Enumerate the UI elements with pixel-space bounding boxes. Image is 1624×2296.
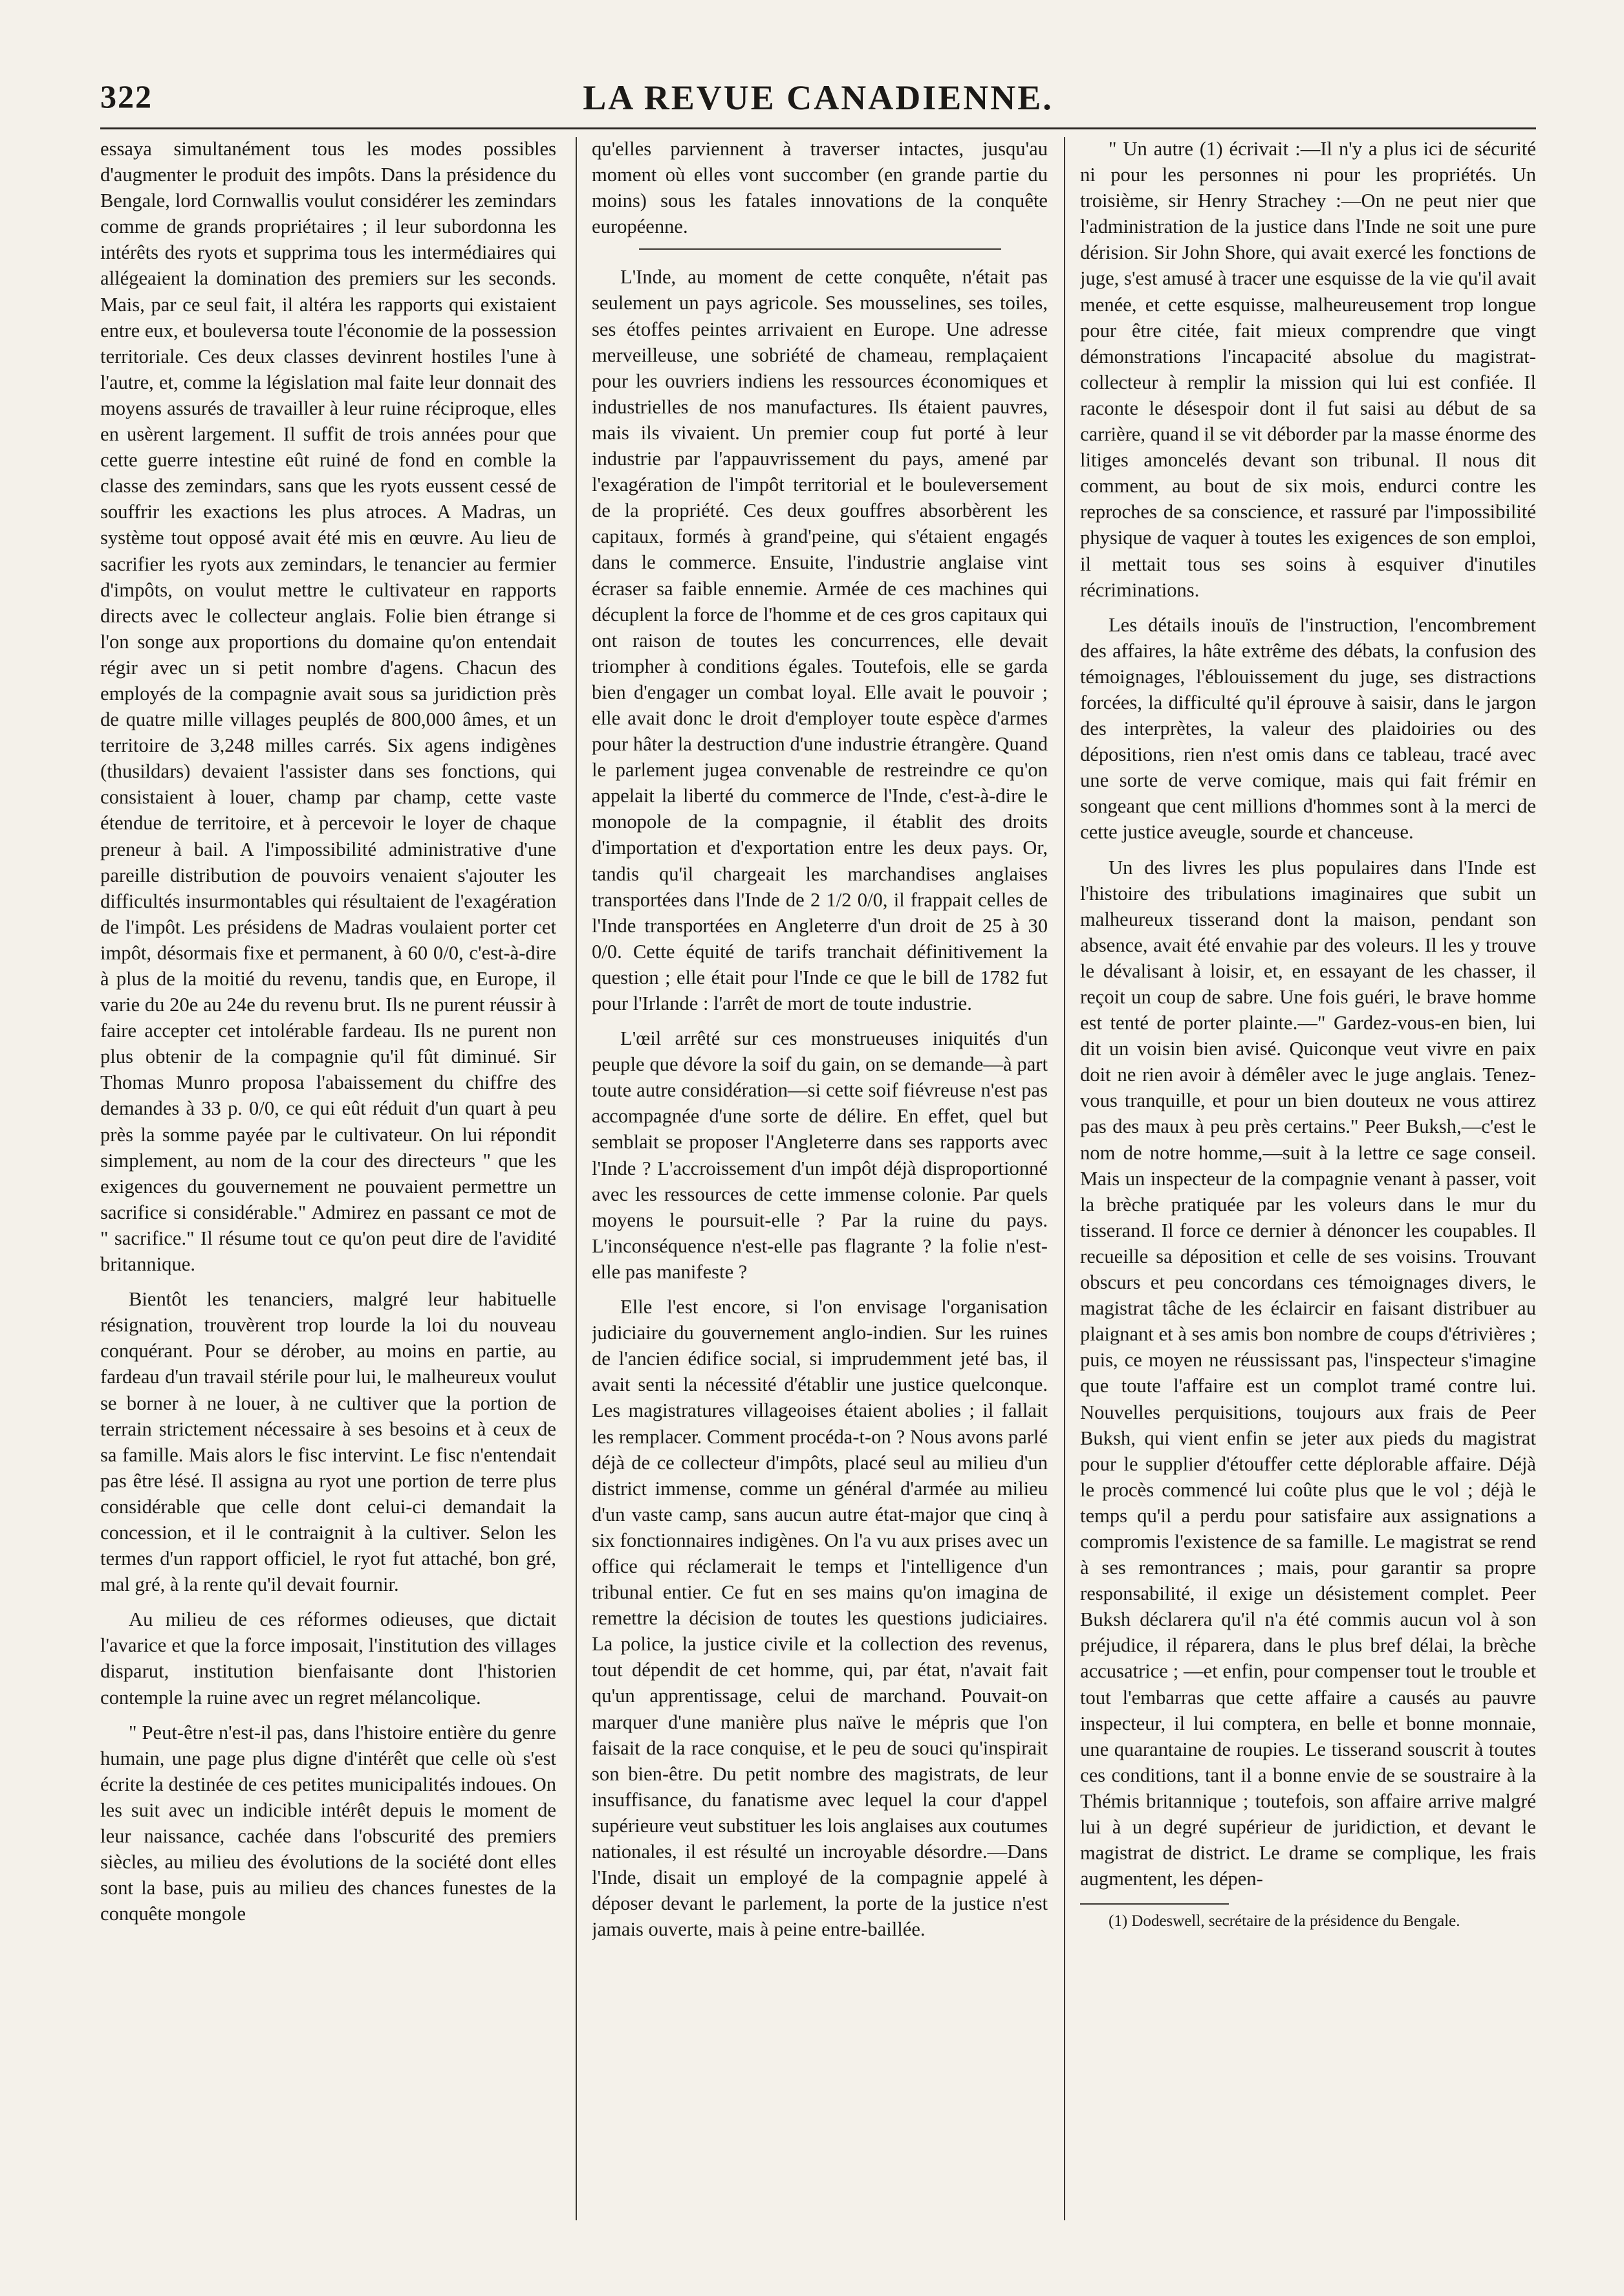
page-number: 322	[100, 78, 153, 115]
column-divider	[1064, 137, 1065, 2220]
footnote-rule	[1080, 1903, 1229, 1905]
paragraph: " Un autre (1) écrivait :—Il n'y a plus ici de sécurité ni pour les personnes ni pour les propriétés. Un troisième, sir Henry Strachey :—On ne peut nier que l'administration de la justice dans l'Inde ne soit une pure dérision. Sir John Shore, qui avait exercé les fonctions de juge, s'est amusé à tracer une esquisse de la vie qu'il avait menée, et cette esquisse, malheureusement trop longue pour être citée, fait mieux comprendre que vingt démonstrations l'incapacité absolue du magistrat-collecteur à remplir la mission qui lui est confiée. Il raconte le désespoir dont il fut saisi au début de sa carrière, quand il se vit déborder par la masse énorme des litiges amoncelés devant son tribunal. Il nous dit comment, au bout de six mois, endurci contre les reproches de sa conscience, et rassuré par l'impossibilité physique de vaquer à toutes les exigences de son emploi, il mettait tous ses soins à esquiver d'inutiles récriminations.	[1080, 138, 1536, 601]
paragraph: " Peut-être n'est-il pas, dans l'histoire entière du genre humain, une page plus digne d'intérêt que celle où s'est écrite la destinée de ces petites municipalités indoues. On les suit avec un indicible intérêt depuis le moment de leur naissance, cachée dans l'obscurité des premiers siècles, au milieu des évolutions de la société dont elles sont la base, puis au milieu des chances funestes de la conquête mongole	[100, 1721, 556, 1925]
paragraph: Elle l'est encore, si l'on envisage l'organisation judiciaire du gouvernement anglo-indien. Sur les ruines de l'ancien édifice social, si imprudemment jeté bas, il avait senti la nécessité d'établir une justice quelconque. Les magistratures villageoises étaient abolies ; il fallait les remplacer. Comment procéda-t-on ? Nous avons parlé déjà de ce collecteur d'impôts, placé seul au milieu d'un district immense, comme un général d'armée au milieu d'un vaste camp, sans aucun autre état-major que cinq à six fonctionnaires indigènes. On l'a vu aux prises avec un office qui réclamerait le temps et l'intelligence d'un tribunal entier. Ce fut en ses mains qu'on imagina de remettre la décision de toutes les questions judiciaires. La police, la justice civile et la collection des revenus, tout dépendit de cet homme, qui, par état, n'avait fait qu'un apprentissage, celui de marchand. Pouvait-on marquer d'une manière plus naïve le mépris que l'on faisait de la race conquise, et le peu de souci qu'inspirait son bien-être. Du petit nombre des magistrats, de leur insuffisance, du fanatisme avec lequel la cour d'appel supérieure veut substituer les lois anglaises aux coutumes nationales, il est résulté un incroyable désordre.—Dans l'Inde, disait un employé de la compagnie appelé à déposer devant le parlement, la porte de la justice n'est jamais ouverte, mais à peine entre-baillée.	[592, 1296, 1048, 1941]
paragraph: Un des livres les plus populaires dans l'Inde est l'histoire des tribulations imaginaires que subit un malheureux tisserand dont la maison, pendant son absence, avait été envahie par des voleurs. Il les y trouve le dévalisant à loisir, et, en essayant de les chasser, il reçoit un coup de sabre. Une fois guéri, le brave homme est tenté de porter plainte.—" Gardez-vous-en bien, lui dit un voisin bien avisé. Quiconque veut vivre en paix doit ne rien avoir à démêler avec le juge anglais. Tenez-vous tranquille, et pour un bien douteux ne vous attirez pas des maux à peu près certains." Peer Buksh,—c'est le nom de notre homme,—suit à la lettre ce sage conseil. Mais un inspecteur de la compagnie venant à passer, voit la brèche pratiquée par les voleurs dans le mur du tisserand. Il force ce dernier à dénoncer les coupables. Il recueille sa déposition et celle de ses voisins. Trouvant obscurs et peu concordans ces témoignages divers, le magistrat tâche de les éclaircir en faisant distribuer au plaignant et à ses amis bon nombre de coups d'étrivières ; puis, ce moyen ne réussissant pas, l'inspecteur s'imagine que toute l'affaire est un complot tramé contre lui. Nouvelles perquisitions, toujours aux frais de Peer Buksh, qui vient enfin se jeter aux pieds du magistrat pour le supplier d'étouffer cette déplorable affaire. Déjà le procès commencé lui coûte plus que le vol ; déjà le temps qu'il a perdu pour satisfaire aux assignations a compromis l'existence de sa famille. Le magistrat se rend à ses remontrances ; mais, pour garantir sa propre responsabilité, il exige un désistement complet. Peer Buksh déclarera qu'il n'a été commis aucun vol à son préjudice, il réparera, dans le plus bref délai, la brèche accusatrice ; —et enfin, pour compenser tout le trouble et tout l'embarras que cette affaire a causés au pauvre inspecteur, il lui comptera, en belle et bonne monnaie, une quarantaine de roupies. Le tisserand souscrit à toutes ces conditions, tant il a bonne envie de se soustraire à la Thémis britannique ; toutefois, son affaire arrive malgré lui à un degré supérieur de juridiction, et devant le magistrat de district. Le drame se complique, les frais augmentent, les dépen-	[1080, 856, 1536, 1890]
column-3	[1080, 136, 1536, 2264]
column-2	[592, 136, 1048, 2264]
header-rule	[100, 127, 1536, 129]
footnote: (1) Dodeswell, secrétaire de la présidence du Bengale.	[1109, 1912, 1460, 1930]
paragraph: Bientôt les tenanciers, malgré leur habituelle résignation, trouvèrent trop lourde la loi du nouveau conquérant. Pour se dérober, au moins en partie, au fardeau d'un travail stérile pour lui, le malheureux voulut se borner à ne louer, à ne cultiver que la portion de terrain strictement nécessaire à ses besoins et à ceux de sa famille. Mais alors le fisc intervint. Le fisc n'entendait pas être lésé. Il assigna au ryot une portion de terre plus considérable que celle dont celui-ci demandait la concession, et il le contraignit à la cultiver. Selon les termes d'un rapport officiel, le ryot fut attaché, bon gré, mal gré, à la rente qu'il devait fournir.	[100, 1288, 556, 1596]
running-title: LA REVUE CANADIENNE.	[583, 78, 1054, 117]
paragraph: Les détails inouïs de l'instruction, l'encombrement des affaires, la hâte extrême des débats, la confusion des témoignages, l'éblouissement du juge, ses distractions forcées, la difficulté qu'il éprouve à saisir, dans le jargon des interprètes, la valeur des plaidoiries ou des dépositions, rien n'est omis dans ce tableau, tracé avec une sorte de verve comique, mais qui fait frémir en songeant que cent millions d'hommes sont à la merci de cette justice aveugle, sourde et chanceuse.	[1080, 613, 1536, 844]
column-divider	[576, 137, 577, 2220]
paragraph: essaya simultanément tous les modes possibles d'augmenter le produit des impôts. Dans la présidence du Bengale, lord Cornwallis voulut considérer les zemindars comme de grands propriétaires ; il leur subordonna les intérêts des ryots et supprima tous les intermédiaires qui allégeaient la domination des premiers sur les seconds. Mais, par ce seul fait, il altéra les rapports qui existaient entre eux, et bouleversa toute l'économie de la possession territoriale. Ces deux classes devinrent hostiles l'une à l'autre, et, comme la législation mal faite leur donnait des moyens assurés de travailler à leur ruine réciproque, elles en usèrent largement. Il suffit de trois années pour que cette guerre intestine eût ruiné de fond en comble la classe des zemindars, sans que les ryots eussent cessé de souffrir les exactions les plus atroces. A Madras, un système tout opposé avait été mis en œuvre. Au lieu de sacrifier les ryots aux zemindars, le tenancier au fermier d'impôts, on voulut mettre le cultivateur en rapports directs avec le collecteur anglais. Folie bien étrange si l'on songe aux proportions du domaine qu'on entendait régir avec un si petit nombre d'agens. Chacun des employés de la compagnie avait sous sa juridiction près de quatre mille villages peuplés de 800,000 âmes, et un territoire de 3,248 milles carrés. Six agens indigènes (thusildars) devaient l'assister dans ses fonctions, qui consistaient à louer, champ par champ, cette vaste étendue de territoire, et à percevoir le loyer de chaque preneur à bail. A l'impossibilité administrative d'une pareille distribution de pouvoirs venaient s'ajouter les difficultés insurmontables qui résultaient de l'exagération de l'impôt. Les présidens de Madras voulaient porter cet impôt, désormais fixe et permanent, à 60 0/0, c'est-à-dire à plus de la moitié du revenu, tandis que, en Europe, il varie du 20e au 24e du revenu brut. Ils ne purent réussir à faire accepter cet intolérable fardeau. Ils ne purent non plus obtenir de la compagnie qu'il fût diminué. Sir Thomas Munro proposa l'abaissement du chiffre des demandes à 33 p. 0/0, ce qui eût réduit d'un quart à peu près la somme payée par le cultivateur. On lui répondit simplement, au nom de la cour des directeurs " que les exigences du gouvernement ne pouvaient permettre un sacrifice si considérable." Admirez en passant ce mot de " sacrifice." Il résume tout ce qu'on peut dire de l'avidité britannique.	[100, 138, 556, 1276]
paragraph: L'œil arrêté sur ces monstrueuses iniquités d'un peuple que dévore la soif du gain, on se demande—à part toute autre considération—si cette soif fiévreuse n'est pas accompagnée d'une sorte de délire. En effet, quel but semblait se proposer l'Angleterre dans ses rapports avec l'Inde ? L'accroissement d'un impôt déjà disproportionné avec les ressources de cette immense colonie. Par quels moyens le poursuit-elle ? Par la ruine du pays. L'inconséquence n'est-elle pas flagrante ? la folie n'est-elle pas manifeste ?	[592, 1027, 1048, 1283]
section-rule	[639, 248, 1001, 250]
paragraph: L'Inde, au moment de cette conquête, n'était pas seulement un pays agricole. Ses mousselines, ses toiles, ses étoffes peintes arrivaient en Europe. Une adresse merveilleuse, une sobriété de chameau, remplaçaient pour les ouvriers indiens les ressources économiques et industrielles de nos manufactures. Ils étaient pauvres, mais ils vivaient. Un premier coup fut porté à leur industrie par l'appauvrissement du pays, amené par l'exagération de l'impôt territorial et le bouleversement de la propriété. Ces deux gouffres absorbèrent les capitaux, formés à grand'peine, qui s'étaient engagés dans le commerce. Ensuite, l'industrie anglaise vint écraser sa faible ennemie. Armée de ces machines qui décuplent la force de l'homme et de ces gros capitaux qui ont raison de toutes les concurrences, elle devait triompher à conditions égales. Toutefois, elle se garda bien d'engager un combat loyal. Elle avait le pouvoir ; elle avait donc le droit d'employer toute espèce d'armes pour hâter la destruction d'une industrie étrangère. Quand le parlement jugea convenable de restreindre ce qu'on appelait la liberté du commerce de l'Inde, c'est-à-dire le monopole de la compagnie, il établit des droits d'importation et d'exportation entre les deux pays. Or, tandis qu'il chargeait les marchandises anglaises transportées dans l'Inde de 2 1/2 0/0, il frappait celles de l'Inde transportées en Angleterre d'un droit de 25 à 30 0/0. Cette équité de tarifs tranchait définitivement la question ; elle était pour l'Inde ce que le bill de 1782 fut pour l'Irlande : l'arrêt de mort de toute industrie.	[592, 266, 1048, 1014]
page-header	[100, 78, 1536, 123]
paragraph: qu'elles parviennent à traverser intactes, jusqu'au moment où elles vont succomber (en grande partie du moins) sous les fatales innovations de la conquête européenne.	[592, 138, 1048, 238]
paragraph: Au milieu de ces réformes odieuses, que dictait l'avarice et que la force imposait, l'institution des villages disparut, institution bienfaisante dont l'historien contemple la ruine avec un regret mélancolique.	[100, 1608, 556, 1709]
column-1	[100, 136, 556, 2264]
